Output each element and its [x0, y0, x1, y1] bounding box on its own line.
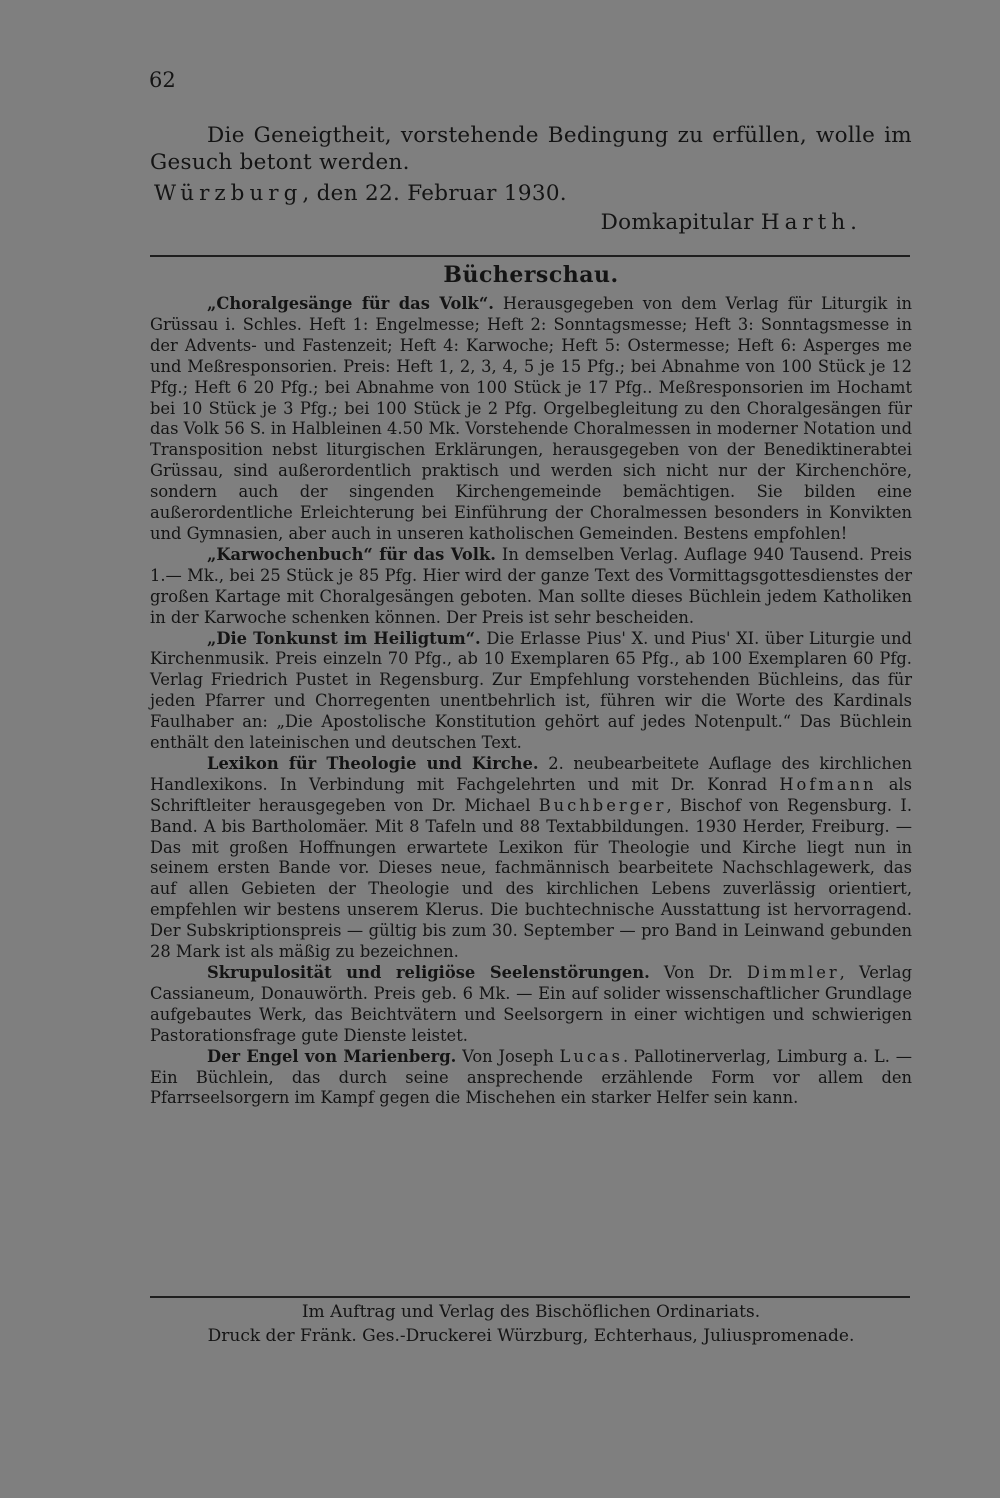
review-item: [150, 545, 912, 629]
divider-bottom: [150, 1296, 910, 1298]
place-name: Würzburg: [154, 181, 303, 206]
review-item: [150, 1047, 912, 1110]
review-item: [150, 629, 912, 754]
signature-title: Domkapitular: [600, 210, 761, 235]
review-title: „Choralgesänge für das Volk“.: [207, 294, 494, 313]
imprint-printer: Druck der Fränk. Ges.-Druckerei Würzburg, Echterhaus, Juliuspromenade.: [207, 1326, 855, 1346]
review-text: . Pallotinerverlag, Limburg a. L. — Ein Büchlein, das durch seine ansprechende erzählende Form vor allem den Pfarrseelsorgern im Kampf gegen die Mischehen ein starker Helfer sein kann.: [150, 1046, 913, 1108]
date-text: , den 22. Februar 1930.: [302, 181, 567, 206]
review-text: , Bischof von Regensburg. I. Band. A bis Bartholomäer. Mit 8 Tafeln und 88 Textabbildungen. 1930 Herder, Freiburg. — Das mit großen Hoffnungen erwartete Lexikon für Theologie und Kirche liegt nun in seinem ersten Bande vor. Dieses neue, fachmännisch bearbeitete Nachschlagewerk, das auf allen Gebieten der Theologie und des kirchlichen Lebens zuverlässig orientiert, empfehlen wir bestens unserem Klerus. Die buchtechnische Ausstattung ist hervorragend. Der Subskriptionspreis — gültig bis zum 30. September — pro Band in Leinwand gebunden 28 Mark ist als mäßig zu bezeichnen.: [150, 795, 912, 962]
review-text: Die Erlasse Pius' X. und Pius' XI. über Liturgie und Kirchenmusik. Preis einzeln 70 Pfg., ab 10 Exemplaren 65 Pfg., ab 100 Exemplaren 60 Pfg. Verlag Friedrich Pustet in Regensburg. Zur Empfehlung vorstehenden Büchleins, das für jeden Pfarrer und Chorregenten unentbehrlich ist, führen wir die Worte des Kardinals Faulhaber an: „Die Apostolische Konstitution gehört auf jedes Notenpult.“ Das Büchlein enthält den lateinischen und deutschen Text.: [150, 628, 912, 753]
person-name: Dimmler: [746, 963, 840, 982]
review-text: 2. neubearbeitete Auflage des kirchlichen Handlexikons. In Verbindung mit Fachgelehrten und mit Dr. Konrad: [150, 753, 912, 794]
intro-block: [150, 122, 912, 236]
reviews-list: [150, 294, 912, 1109]
intro-paragraph: Die Geneigtheit, vorstehende Bedingung zu erfüllen, wolle im Gesuch betont werden.: [150, 123, 912, 175]
review-text: , Verlag Cassianeum, Donauwörth. Preis geb. 6 Mk. — Ein auf solider wissenschaftlicher Grundlage aufgebautes Werk, das Beichtvätern und Seelsorgern in einer wichtigen und schwierigen Pastorationsfrage gute Dienste leistet.: [150, 963, 912, 1045]
page-number: 62: [149, 68, 176, 92]
signature-name: Harth.: [760, 210, 862, 235]
review-title: „Die Tonkunst im Heiligtum“.: [207, 628, 481, 648]
review-item: [150, 294, 912, 545]
review-text: Von Joseph: [456, 1046, 560, 1066]
review-item: [150, 754, 912, 963]
review-text: Von Dr.: [649, 963, 747, 982]
section-title: Bücherschau.: [443, 262, 619, 288]
imprint-publisher: Im Auftrag und Verlag des Bischöflichen Ordinariats.: [301, 1302, 761, 1322]
review-title: „Karwochenbuch“ für das Volk.: [207, 544, 496, 564]
review-title: Lexikon für Theologie und Kirche.: [207, 753, 539, 773]
review-title: Skrupulosität und religiöse Seelenstörungen.: [207, 963, 650, 982]
signature-line: [150, 209, 912, 236]
imprint: [150, 1300, 912, 1348]
review-text: Herausgegeben von dem Verlag für Liturgik in Grüssau i. Schles. Heft 1: Engelmesse; Heft 2: Sonntagsmesse; Heft 3: Sonntagsmesse in der Advents- und Fastenzeit; Heft 4: Karwoche; Heft 5: Ostermesse; Heft 6: Asperges me und Meßresponsorien. Preis: Heft 1, 2, 3, 4, 5 je 15 Pfg.; bei Abnahme von 100 Stück je 12 Pfg.; Heft 6 20 Pfg.; bei Abnahme von 100 Stück je 17 Pfg.. Meßresponsorien im Hochamt bei 10 Stück je 3 Pfg.; bei 100 Stück je 2 Pfg. Orgelbegleitung zu den Choralgesängen für das Volk 56 S. in Halbleinen 4.50 Mk. Vorstehende Choralmessen in moderner Notation und Transposition nebst liturgischen Erklärungen, herausgegeben von der Benediktinerabtei Grüssau, sind außerordentlich praktisch und werden sich nicht nur der Kirchenchöre, sondern auch der singenden Kirchengemeinde bemächtigen. Sie bilden eine außerordentliche Erleichterung bei Einführung der Choralmessen besonders in Konvikten und Gymnasien, aber auch in unseren katholischen Gemeinden. Bestens empfohlen!: [150, 294, 913, 543]
review-text: als Schriftleiter herausgegeben von Dr. Michael: [150, 774, 912, 815]
person-name: Buchberger: [538, 795, 667, 815]
review-item: [150, 963, 912, 1047]
place-date-line: [150, 180, 912, 207]
person-name: Lucas: [559, 1046, 624, 1066]
review-title: Der Engel von Marienberg.: [207, 1046, 457, 1066]
review-text: In demselben Verlag. Auflage 940 Tausend. Preis 1.— Mk., bei 25 Stück je 85 Pfg. Hier wird der ganze Text des Vormittagsgottesdienstes der großen Kartage mit Choralgesängen geboten. Man sollte dieses Büchlein jedem Katholiken in der Karwoche schenken können. Der Preis ist sehr bescheiden.: [150, 544, 912, 627]
person-name: Hofmann: [779, 774, 877, 794]
divider-top: [150, 255, 910, 257]
